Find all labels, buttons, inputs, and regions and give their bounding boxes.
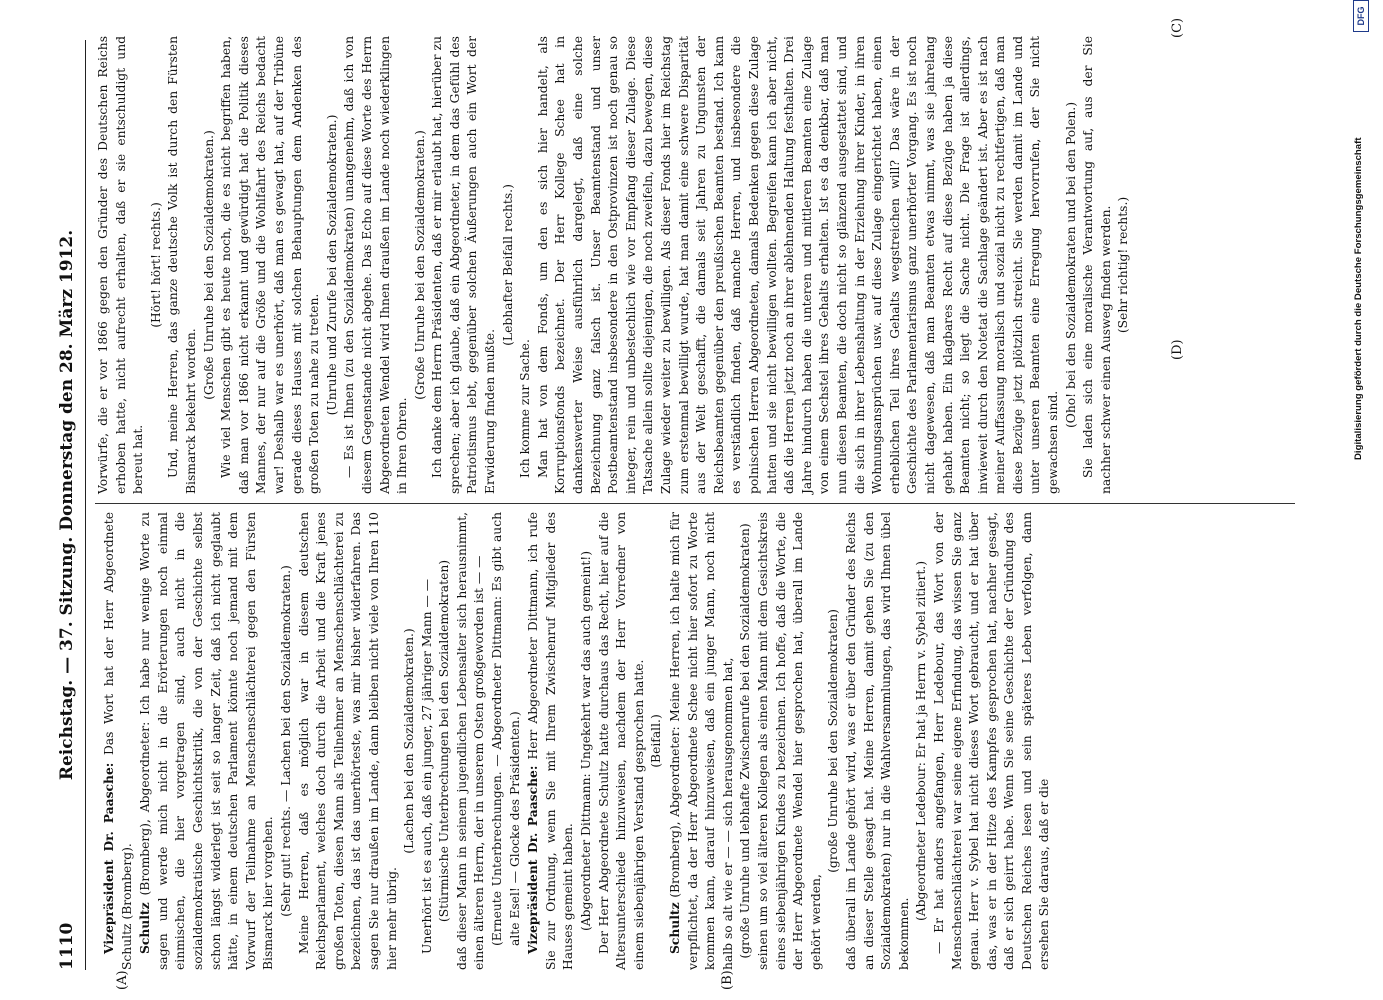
paragraph	[165, 36, 200, 494]
stage-direction	[436, 512, 454, 970]
paragraph-text: Ich komme zur Sache.	[518, 339, 533, 478]
paragraph-text: (Große Unruhe bei den Sozialdemokraten.)	[201, 130, 216, 400]
stage-direction	[278, 512, 296, 970]
paragraph-text: (Oho! bei den Sozialdemokraten und bei den Polen.)	[1063, 101, 1078, 429]
paragraph	[524, 512, 578, 970]
paragraph-text: (Sehr gut! rechts. — Lachen bei den Sozialdemokraten.)	[278, 565, 293, 917]
paragraph-text: (Große Unruhe bei den Sozialdemokraten.)	[412, 130, 427, 400]
paragraph	[100, 512, 136, 970]
paragraph-text: Ich danke dem Herrn Präsidenten, daß er mir erlaubt hat, hierüber zu sprechen; aber ich glaube, daß ein Abgeordneter, in dem das Gefühl des Patriotismus lebt, gegenüber solchen Äußerungen auch ein Wort der Erwiderung finden mußte.	[430, 36, 498, 494]
paragraph-text: (Lachen bei den Sozialdemokraten.)	[402, 628, 417, 854]
paragraph-text: — Es ist Ihnen (zu den Sozialdemokraten) unangenehm, daß ich von diesem Gegenstande nicht abgehe. Das Echo auf diese Worte des Herrn Abgeordneten Wendel wird Ihnen draußen im Lande noch wiederklingen in Ihren Ohren.	[342, 36, 410, 494]
paragraph-text: (große Unruhe und lebhafte Zwischenrufe bei den Sozialdemokraten)	[738, 523, 753, 959]
page-number: 1110	[57, 922, 77, 970]
speaker-name: Vizepräsident Dr. Paasche:	[101, 762, 116, 954]
paragraph	[419, 512, 437, 970]
paragraph	[666, 512, 737, 970]
paragraph	[535, 36, 1063, 494]
margin-marker-a: (A)	[115, 970, 130, 990]
paragraph-text: (Hört! hört! rechts.)	[148, 202, 163, 328]
paragraph-text: daß dieser Mann in seinem jugendlichen Lebensalter sich herausnimmt, einen älteren Herrn, der in unserem Osten großgeworden ist — —	[454, 512, 487, 970]
stage-direction	[825, 512, 843, 970]
stage-direction	[1115, 36, 1133, 494]
paragraph-text: (Abgeordneter Ledebour: Er hat ja Herrn v. Sybel zitiert.)	[914, 560, 929, 922]
paragraph	[429, 36, 499, 494]
stage-direction	[324, 36, 342, 494]
paragraph-text: Man hat von dem Fonds, um den es sich hier handelt, als Korruptionsfonds bezeichnet. Der Herr Kollege Schee hat in dankenswerter Weise ausführlich dargelegt, daß eine solche Bezeichnung ganz falsch ist. Unser Beamtenstand und unser Postbeamtenstand insbesondere in den Ostprovinzen ist noch genau so integer, rein und unbestechlich wie vor Empfang dieser Zulage. Diese Tatsache allein sollte diejenigen, die noch zweifeln, dazu bewegen, diese Zulage wieder weiter zu bewilligen. Als dieser Fonds hier im Reichstag zum erstenmal bewilligt wurde, hat man damit eine schwere Disparität aus der Welt geschafft, die damals seit Jahren zu Ungunsten der Reichsbeamten gegenüber den preußischen Beamten bestand. Ich kann es verständlich finden, daß manche Herren, und insbesondere die polnischen Herren Abgeordneten, damals Bedenken gegen diese Zulage hatten und sie nicht bewilligen wollten. Begreifen kann ich aber nicht, daß die Herren jetzt noch an ihrer ablehnenden Haltung festhalten. Drei Jahre hindurch haben die unteren und mittleren Beamten eine Zulage von einem Sechstel ihres Gehalts erhalten. Ist es da denkbar, daß man nun diesen Beamten, die doch nicht so glänzend ausgestattet sind, und die sich in ihrer Lebenshaltung in der Erziehung ihrer Kinder, in ihren Wohnungsansprüchen usw. auf diese Zulage eingerichtet haben, einen erheblichen Teil ihres Gehalts wegstreichen will? Das wäre in der Geschichte des Parlamentarismus ganz unerhörter Vorgang. Es ist noch nicht dagewesen, daß man Beamten etwas nimmt, was sie jahrelang gehabt haben. Ein klagbares Recht auf diese Bezüge haben ja diese Beamten nicht; so liegt die Sache nicht. Die Frage ist allerdings, inwieweit durch den Notetat die Sachlage geändert ist. Aber es ist nach meiner Auffassung moralisch und sozial nicht zu rechtfertigen, daß man diese Bezüge jetzt plötzlich streicht. Sie werden damit im Lande und unter unseren Beamten eine Erregung hervorrufen, der Sie nicht gewachsen sind.	[535, 36, 1061, 494]
paragraph-text: (Stürmische Unterbrechungen bei den Sozialdemokraten)	[437, 559, 452, 923]
paragraph-text: seinen um so viel älteren Kollegen als einen Mann mit dem Gesichtskreis eines siebenjährigen Kindes zu bezeichnen. Ich hoffe, daß die Worte, die der Herr Abgeordnete Wendel hier gesprochen hat, überall im Lande gehört werden,	[755, 512, 823, 970]
paragraph-text: — Er hat anders angefangen, Herr Ledebour, das Wort von der Menschenschlächterei war seine eigene Erfindung, das wissen Sie ganz genau. Herr v. Sybel hat nicht dieses Wort gebraucht, und er hat über das, was er in der Hitze des Kampfes gesprochen hat, nachher gesagt, daß er sich geirrt habe. Wenn Sie seine Geschichte der Gründung des Deutschen Reiches lesen und sein späteres Leben verfolgen, dann ersehen Sie daraus, daß er die	[931, 512, 1052, 970]
stage-direction	[737, 512, 755, 970]
paragraph	[296, 512, 402, 970]
speaker-name: Vizepräsident Dr. Paasche:	[525, 765, 541, 954]
paragraph-text: (Lebhafter Beifall rechts.)	[500, 184, 515, 346]
paragraph-text: Unerhört ist es auch, daß ein junger, 27 jähriger Mann — —	[419, 578, 434, 954]
paragraph-text: (Abgeordneter Dittmann: Ungekehrt war das auch gemeint!)	[579, 550, 594, 932]
paragraph-text: daß überall im Lande gehört wird, was er über den Gründer des Reichs an dieser Stelle gesagt hat. Meine Herren, damit gehen Sie (zu den Sozialdemokraten) nur in die Wahlversammlungen, das wird Ihnen übel bekommen.	[843, 512, 911, 970]
stage-direction	[401, 512, 419, 970]
margin-marker-d: (D)	[1170, 339, 1185, 360]
margin-marker-c: (C)	[1170, 17, 1185, 38]
dfg-logo: DFG	[1353, 0, 1369, 32]
paragraph-text: Das Wort hat der Herr Abgeordnete Schultz (Bromberg).	[102, 512, 134, 970]
paragraph-text: Und, meine Herren, das ganze deutsche Volk ist durch den Fürsten Bismarck bekehrt worden.	[166, 36, 198, 494]
paragraph-text: Wie viel Menschen gibt es heute noch, die es nicht begriffen haben, daß man vor 1866 nicht erkannt und gewürdigt hat die Politik dieses Mannes, der nur auf die Größe und die Wohlfahrt des Reichs bedacht war! Deshalb war es unerhört, daß man es gewagt hat, auf der Tribüne gerade dieses Hauses mit solchen Behauptungen dem Andenken des großen Toten zu nahe zu treten.	[219, 36, 322, 494]
paragraph-text: (Erneute Unterbrechungen. — Abgeordneter Dittmann: Es gibt auch alte Esel! — Glocke des Präsidenten.)	[490, 512, 522, 946]
stage-direction	[201, 36, 219, 494]
paragraph	[931, 512, 1054, 970]
paragraph-text: (große Unruhe bei den Sozialdemokraten)	[826, 609, 841, 873]
paragraph	[755, 512, 825, 970]
digitization-note: Digitalisierung gefördert durch die Deutsche Forschungsgemeinschaft	[1353, 137, 1364, 460]
paragraph-text: (Beifall.)	[649, 714, 664, 768]
interjection	[489, 512, 524, 970]
paragraph	[454, 512, 489, 970]
paragraph	[218, 36, 324, 494]
paragraph-text: (Bromberg), Abgeordneter: Meine Herren, ich halte mich für verpflichtet, da der Herr Abgeordnete Schee nicht hier sofort zu Worte kommen kann, darauf hinzuweisen, daß ein junger Mann, noch nicht halb so alt wie er — — sich herausgenommen hat,	[668, 512, 735, 970]
paragraph-text: Meine Herren, daß es möglich war in diesem deutschen Reichsparlament, welches doch durch die Arbeit und die Kraft jenes großen Toten, diesen Mann als Teilnehmer an Menschenschlächterei zu bezeichnen, das ist das unerhörteste, was mir bisher widerfahren. Das sagen Sie nur draußen im Lande, dann bleiben nicht viele von Ihren 110 hier mehr übrig.	[296, 512, 399, 970]
paragraph-text: Sie laden sich eine moralische Verantwortung auf, aus der Sie nachher schwer einen Ausweg finden werden.	[1081, 36, 1113, 494]
paragraph-text: (Sehr richtig! rechts.)	[1116, 196, 1131, 334]
left-column	[100, 512, 1054, 970]
paragraph	[517, 36, 535, 494]
paragraph-text: (Unruhe und Zurufe bei den Sozialdemokraten.)	[324, 114, 339, 416]
paragraph-text: Der Herr Abgeordnete Schultz hatte durchaus das Recht, hier auf die Altersunterschiede hinzuweisen, nachdem der Herr Vorredner von einem siebenjährigen Verstand gesprochen hatte.	[596, 512, 646, 970]
paragraph	[136, 512, 278, 970]
paragraph	[95, 36, 148, 494]
paragraph-text: Herr Abgeordneter Dittmann, ich rufe Sie zur Ordnung, wenn Sie mit Ihrem Zwischenruf Mitglieder des Hauses gemeint haben.	[526, 512, 576, 970]
speaker-name: Schultz	[667, 902, 682, 954]
paragraph	[1080, 36, 1115, 494]
stage-direction	[1063, 36, 1081, 494]
stage-direction	[500, 36, 518, 494]
stage-direction	[648, 512, 666, 970]
stage-direction	[913, 512, 931, 970]
paragraph	[341, 36, 411, 494]
column-divider	[95, 503, 1295, 504]
paragraph	[843, 512, 913, 970]
speaker-name: Schultz	[137, 902, 153, 954]
stage-direction	[148, 36, 166, 494]
paragraph-text: (Bromberg), Abgeordneter: Ich habe nur wenige Worte zu sagen und werde mich nicht in die Erörterungen noch einmal einmischen, die hier vorgetragen sind, auch nicht in die sozialdemokratische Geschichtskritik, die von der Geschichte selbst schon längst widerlegt ist seit so langer Zeit, daß ich nicht geglaubt hätte, in einem deutschen Parlament könnte noch jemand mit dem Vorwurf der Teilnahme an Menschenschlächterei gegen den Fürsten Bismarck hier vorgehen.	[138, 512, 276, 970]
right-column	[95, 36, 1133, 494]
stage-direction	[412, 36, 430, 494]
margin-marker-b: (B)	[720, 970, 735, 990]
paragraph	[596, 512, 649, 970]
stage-direction	[578, 512, 596, 970]
page-header	[55, 40, 86, 970]
running-title: Reichstag. — 37. Sitzung. Donnerstag den 28. März 1912.	[57, 229, 77, 781]
paragraph-text: Vorwürfe, die er vor 1866 gegen den Gründer des Deutschen Reichs erhoben hatte, nicht aufrecht erhalten, daß er sie entschuldigt und bereut hat.	[96, 36, 146, 494]
